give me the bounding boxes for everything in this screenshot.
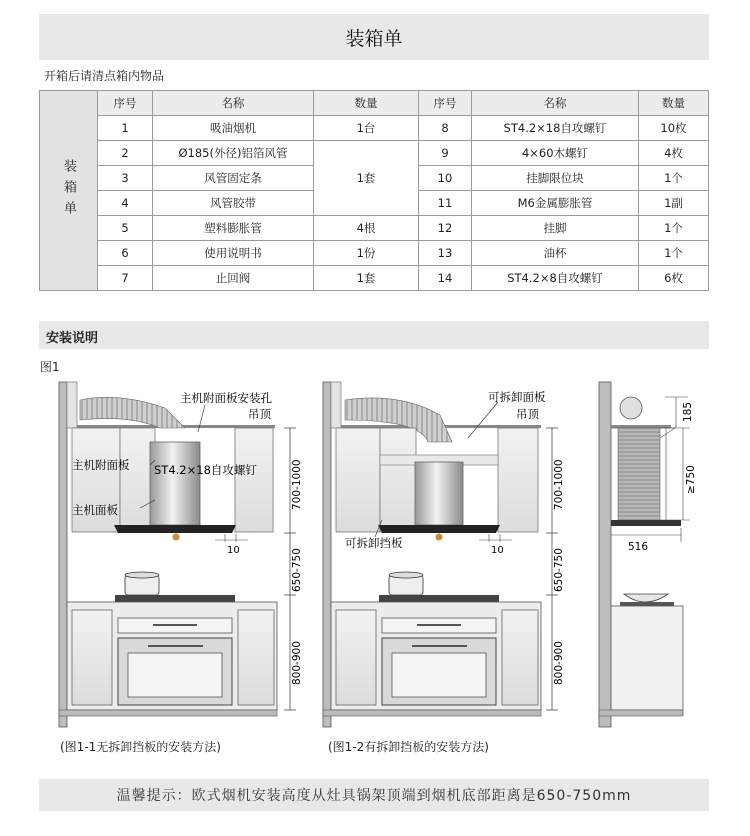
fig1-dim-gap: 10 bbox=[227, 545, 240, 556]
row-qty: 6枚 bbox=[639, 266, 709, 291]
row-qty: 1个 bbox=[639, 241, 709, 266]
row-name: 使用说明书 bbox=[153, 241, 314, 266]
figure-1-2 bbox=[323, 382, 565, 727]
packing-list-title: 装箱单 bbox=[39, 14, 709, 60]
row-no: 6 bbox=[98, 241, 153, 266]
wall bbox=[599, 382, 611, 727]
fig1-dim-bottom: 800-900 bbox=[291, 641, 303, 685]
fig1-label-screw: ST4.2×18自攻螺钉 bbox=[154, 463, 257, 477]
row-qty-merged: 1套 bbox=[314, 141, 419, 216]
fig3-dim-duct: 185 bbox=[682, 401, 694, 422]
table-row bbox=[40, 216, 709, 241]
row-name: M6金属膨胀管 bbox=[472, 191, 639, 216]
row-qty: 4根 bbox=[314, 216, 419, 241]
fig1-label-panel-hole: 主机附面板安装孔 bbox=[180, 391, 272, 405]
row-name: ST4.2×8自攻螺钉 bbox=[472, 266, 639, 291]
hood-side bbox=[611, 520, 681, 526]
row-name: 止回阀 bbox=[153, 266, 314, 291]
fig2-caption: (图1-2有拆卸挡板的安装方法) bbox=[328, 740, 489, 754]
fig3-dim-depth: 516 bbox=[628, 541, 649, 553]
row-name: 风管固定条 bbox=[153, 166, 314, 191]
duct bbox=[80, 397, 185, 428]
row-name: 风管胶带 bbox=[153, 191, 314, 216]
row-no: 10 bbox=[419, 166, 472, 191]
row-qty: 10枚 bbox=[639, 116, 709, 141]
hood-chimney bbox=[150, 442, 200, 525]
packing-table bbox=[39, 90, 709, 291]
header-qty-left: 数量 bbox=[314, 91, 419, 116]
fig2-label-ceiling: 吊顶 bbox=[516, 407, 539, 421]
fig1-label-ceiling: 吊顶 bbox=[248, 407, 271, 421]
hood-body bbox=[378, 525, 500, 533]
packing-subtitle: 开箱后请清点箱内物品 bbox=[44, 69, 165, 83]
row-name: ST4.2×18自攻螺钉 bbox=[472, 116, 639, 141]
side-cabinet bbox=[611, 606, 683, 710]
row-name: 挂脚 bbox=[472, 216, 639, 241]
fig2-dim-gap: 10 bbox=[491, 545, 504, 556]
fig2-dim-top: 700-1000 bbox=[553, 459, 565, 510]
row-qty: 1副 bbox=[639, 191, 709, 216]
row-no: 4 bbox=[98, 191, 153, 216]
row-qty: 1套 bbox=[314, 266, 419, 291]
row-no: 11 bbox=[419, 191, 472, 216]
header-name-right: 名称 bbox=[472, 91, 639, 116]
table-row bbox=[40, 241, 709, 266]
warm-tip-text: 温馨提示：欧式烟机安装高度从灶具锅架顶端到烟机底部距离是650-750mm bbox=[116, 788, 632, 804]
table-row bbox=[40, 141, 709, 166]
row-no: 7 bbox=[98, 266, 153, 291]
wall bbox=[323, 382, 331, 727]
fig1-dim-mid: 650-750 bbox=[291, 548, 303, 592]
row-no: 9 bbox=[419, 141, 472, 166]
row-qty: 1个 bbox=[639, 166, 709, 191]
install-heading: 安装说明 bbox=[46, 331, 99, 346]
row-no: 2 bbox=[98, 141, 153, 166]
row-qty: 1台 bbox=[314, 116, 419, 141]
warm-tip-bar bbox=[39, 779, 709, 811]
fig3-dim-height: ≥750 bbox=[685, 465, 697, 494]
install-heading-bar bbox=[39, 321, 709, 349]
fig1-dim-top: 700-1000 bbox=[291, 459, 303, 510]
row-name: 挂脚限位块 bbox=[472, 166, 639, 191]
hood-body bbox=[114, 525, 236, 533]
chimney-side bbox=[618, 428, 660, 520]
row-name: 吸油烟机 bbox=[153, 116, 314, 141]
fig1-caption: (图1-1无拆卸挡板的安装方法) bbox=[60, 740, 221, 754]
row-name: Ø185(外径)铝箔风管 bbox=[153, 141, 314, 166]
row-no: 1 bbox=[98, 116, 153, 141]
header-name-left: 名称 bbox=[153, 91, 314, 116]
installation-diagrams bbox=[0, 370, 750, 740]
pan bbox=[624, 594, 668, 602]
side-label: 装箱单 bbox=[40, 91, 98, 291]
header-qty-right: 数量 bbox=[639, 91, 709, 116]
fig2-label-baffle: 可拆卸挡板 bbox=[345, 536, 403, 550]
row-no: 3 bbox=[98, 166, 153, 191]
row-qty: 4枚 bbox=[639, 141, 709, 166]
row-no: 13 bbox=[419, 241, 472, 266]
fig1-label-aux-panel: 主机附面板 bbox=[72, 458, 130, 472]
fig2-dim-bottom: 800-900 bbox=[553, 641, 565, 685]
header-no-left: 序号 bbox=[98, 91, 153, 116]
row-no: 12 bbox=[419, 216, 472, 241]
table-row bbox=[40, 266, 709, 291]
fig2-dim-mid: 650-750 bbox=[553, 548, 565, 592]
figure-label: 图1 bbox=[40, 360, 60, 374]
table-header-row bbox=[40, 91, 709, 116]
row-name: 塑料膨胀管 bbox=[153, 216, 314, 241]
row-no: 8 bbox=[419, 116, 472, 141]
figure-side-view bbox=[599, 382, 697, 727]
row-no: 14 bbox=[419, 266, 472, 291]
fig1-label-main-panel: 主机面板 bbox=[72, 503, 118, 517]
table-row bbox=[40, 116, 709, 141]
header-no-right: 序号 bbox=[419, 91, 472, 116]
row-name: 4×60木螺钉 bbox=[472, 141, 639, 166]
wall bbox=[59, 382, 67, 727]
fig2-label-removable-panel: 可拆卸面板 bbox=[488, 390, 546, 404]
figure-1-1 bbox=[59, 382, 303, 727]
row-qty: 1个 bbox=[639, 216, 709, 241]
row-no: 5 bbox=[98, 216, 153, 241]
duct-section bbox=[620, 397, 642, 419]
row-qty: 1份 bbox=[314, 241, 419, 266]
hood-chimney bbox=[415, 462, 463, 525]
row-name: 油杯 bbox=[472, 241, 639, 266]
